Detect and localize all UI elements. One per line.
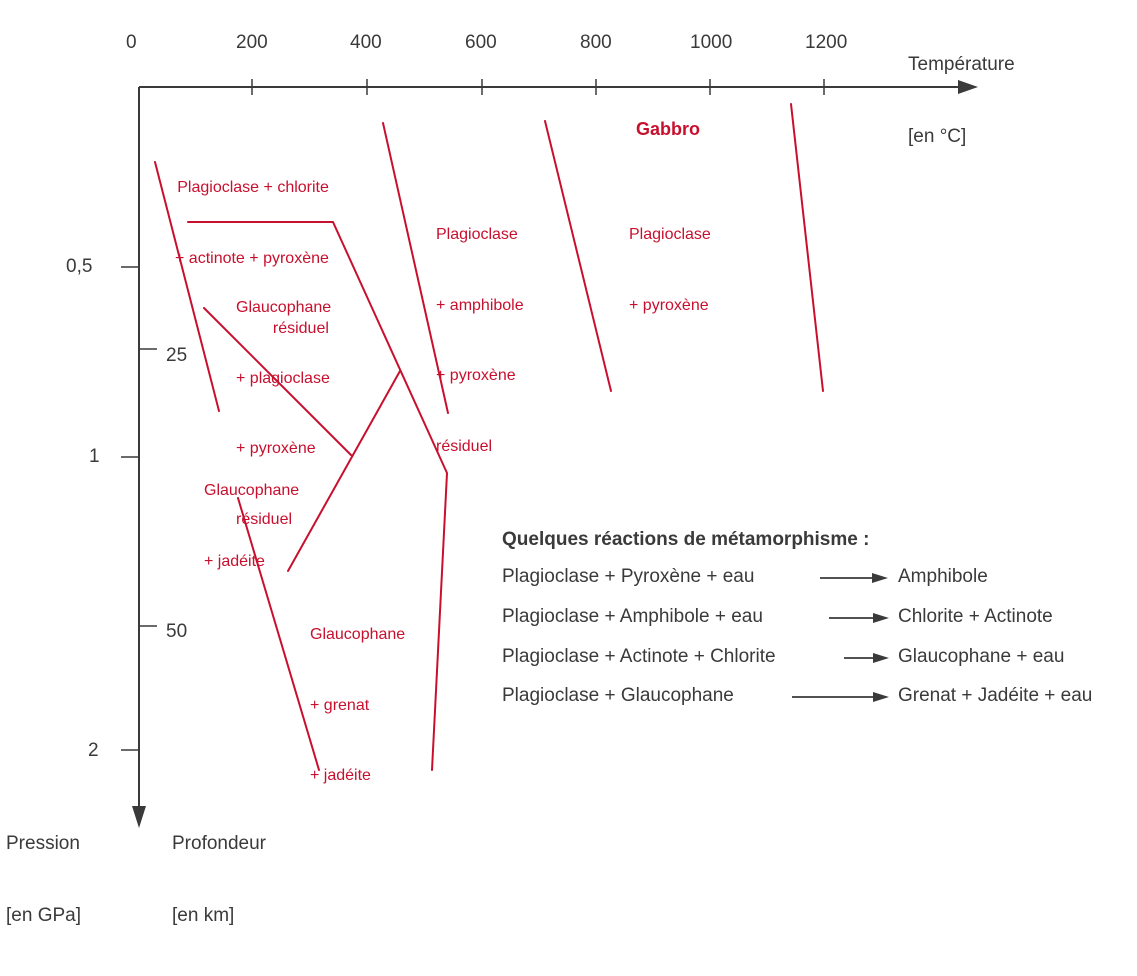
temperature-tick-label: 0 xyxy=(126,32,137,53)
pressure-axis-arrow xyxy=(132,806,146,828)
temperature-tick-label: 1200 xyxy=(805,32,848,53)
reaction-arrow-head xyxy=(873,692,889,702)
reaction-reactants: Plagioclase + Actinote + Chlorite xyxy=(502,646,776,667)
depth-axis-unit: [en km] xyxy=(172,905,235,926)
temperature-tick-label: 200 xyxy=(236,32,268,53)
boundary-line xyxy=(791,104,823,391)
field-label-line: Plagioclase + chlorite xyxy=(177,179,329,196)
reaction-reactants: Plagioclase + Pyroxène + eau xyxy=(502,566,755,587)
pressure-axis-label-line: Pression xyxy=(6,833,80,854)
field-label-line: Plagioclase xyxy=(436,226,518,243)
field-label-glaucophane-grenat xyxy=(310,576,405,835)
field-label-line: + actinote + pyroxène xyxy=(175,249,329,267)
field-label-line: + grenat xyxy=(310,696,370,714)
reaction-arrow-head xyxy=(873,653,889,663)
pressure-axis-label xyxy=(6,784,81,976)
field-label-line: + jadéite xyxy=(310,767,371,784)
temperature-tick-label: 600 xyxy=(465,32,497,53)
temperature-tick-label: 800 xyxy=(580,32,612,53)
field-label-line: résiduel xyxy=(236,510,293,528)
gabbro-title: Gabbro xyxy=(636,119,701,139)
reaction-arrow-head xyxy=(873,613,889,623)
reaction-reactants: Plagioclase + Amphibole + eau xyxy=(502,606,763,627)
depth-tick-label: 50 xyxy=(166,621,188,642)
field-label-plagioclase-pyroxene xyxy=(629,176,711,364)
reaction-products: Amphibole xyxy=(898,566,988,587)
temperature-tick-label: 1000 xyxy=(690,32,733,53)
reaction-products: Grenat + Jadéite + eau xyxy=(898,685,1093,706)
pressure-tick-marks xyxy=(121,267,139,750)
pressure-tick-label: 2 xyxy=(88,740,99,761)
depth-tick-marks xyxy=(139,349,157,626)
boundary-line xyxy=(545,121,611,391)
field-label-line: + jadéite xyxy=(204,552,265,570)
field-label-line: Glaucophane xyxy=(204,482,300,499)
field-label-line: + pyroxène xyxy=(629,296,709,314)
temperature-tick-label: 400 xyxy=(350,32,382,53)
field-label-line: + plagioclase xyxy=(236,369,330,387)
field-label-line: Glaucophane xyxy=(236,299,332,316)
field-label-line: Plagioclase xyxy=(629,226,711,243)
temperature-axis-label-line: Température xyxy=(908,54,1015,75)
depth-axis-label-line: Profondeur xyxy=(172,833,267,854)
pressure-axis-unit: [en GPa] xyxy=(6,905,81,926)
reaction-products: Glaucophane + eau xyxy=(898,646,1065,667)
field-label-line: + amphibole xyxy=(436,296,524,314)
reaction-products: Chlorite + Actinote xyxy=(898,606,1053,627)
depth-axis-label xyxy=(172,784,266,976)
reaction-arrows xyxy=(792,573,889,702)
pressure-tick-label: 1 xyxy=(89,446,100,467)
temperature-axis-unit: [en °C] xyxy=(908,126,967,147)
reaction-reactants: Plagioclase + Glaucophane xyxy=(502,685,734,706)
reactions-title: Quelques réactions de métamorphisme : xyxy=(502,529,870,550)
field-label-glaucophane-jadeite xyxy=(204,432,299,620)
pressure-tick-label: 0,5 xyxy=(66,256,93,277)
depth-tick-label: 25 xyxy=(166,345,188,366)
field-label-line: résiduel xyxy=(272,320,329,337)
field-label-line: + pyroxène xyxy=(436,367,516,384)
field-label-line: Glaucophane xyxy=(310,626,406,643)
temperature-axis-label xyxy=(908,5,1015,197)
field-label-line: + pyroxène xyxy=(236,440,316,457)
field-label-plagioclase-amphibole xyxy=(436,176,524,505)
reaction-arrow-head xyxy=(872,573,888,583)
field-label-line: résiduel xyxy=(436,437,493,455)
